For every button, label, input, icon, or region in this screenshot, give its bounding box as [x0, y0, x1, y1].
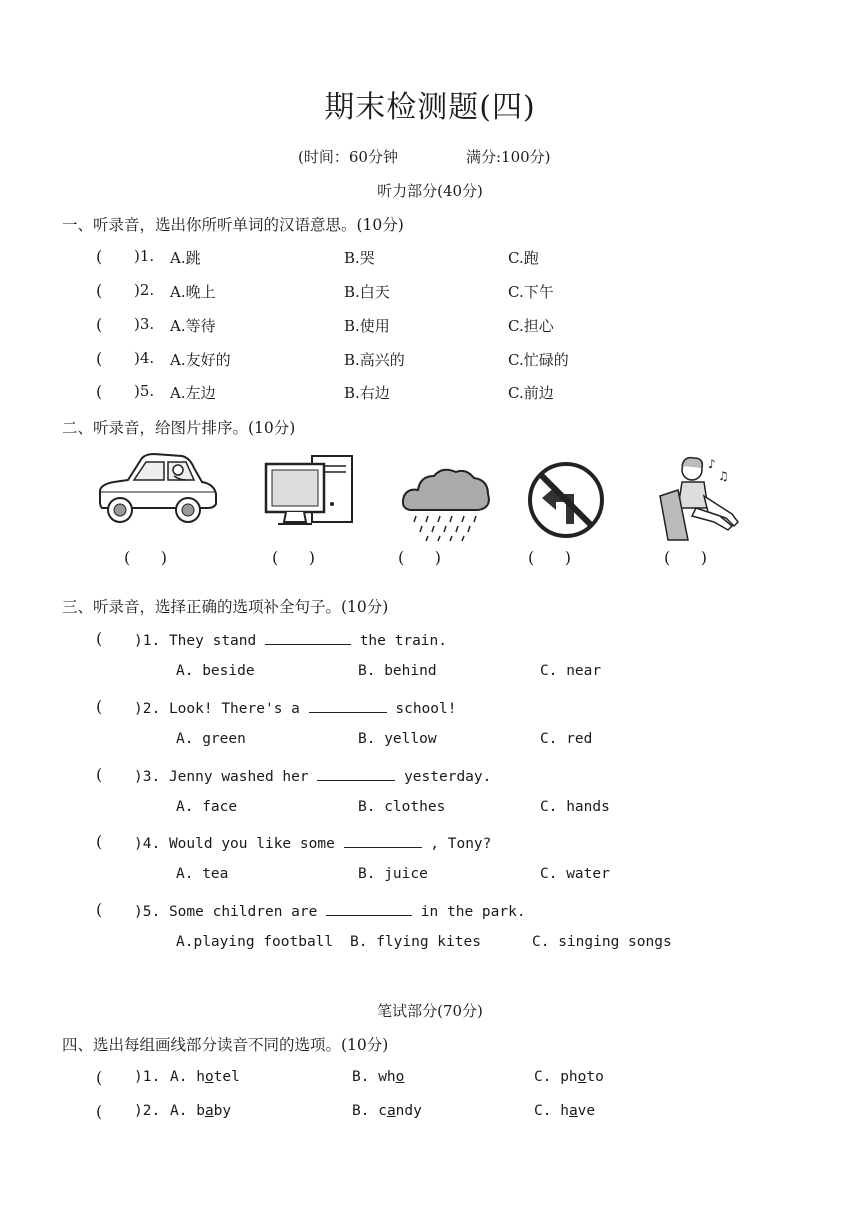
- answer-paren[interactable]: ( ): [664, 548, 707, 567]
- option-label: A.: [170, 1103, 197, 1119]
- computer-icon: [262, 454, 356, 534]
- word-part: ve: [577, 1103, 596, 1119]
- option-a: A. face: [176, 799, 238, 815]
- sentence-end: in the park.: [412, 904, 526, 920]
- option-a: A.友好的: [170, 351, 231, 369]
- no-left-turn-sign-icon: [526, 460, 606, 540]
- page-title: 期末检测题(四): [324, 90, 536, 125]
- question-number: )1.: [134, 633, 161, 649]
- answer-paren[interactable]: ( ): [272, 548, 315, 567]
- option-label: B.: [352, 1103, 379, 1119]
- question-sentence: [134, 901, 526, 920]
- option-b: B. flying kites: [350, 934, 481, 950]
- word-part: by: [213, 1103, 232, 1119]
- option-a: [170, 1103, 231, 1119]
- question-sentence: [134, 698, 456, 717]
- option-a: A. green: [176, 731, 246, 747]
- word-part: h: [196, 1069, 205, 1085]
- option-c: [534, 1103, 595, 1119]
- option-a: A. tea: [176, 866, 229, 882]
- section-3-title: 三、听录音，选择正确的选项补全句子。(10分): [62, 598, 389, 616]
- option-b: B.白天: [344, 283, 390, 301]
- car-icon: [94, 450, 220, 530]
- answer-blank[interactable]: [344, 833, 422, 848]
- option-c: C. singing songs: [532, 934, 672, 950]
- underlined-letter: a: [568, 1103, 578, 1119]
- option-b: B. behind: [358, 663, 437, 679]
- option-c: C. red: [540, 731, 593, 747]
- question-number: )5.: [134, 904, 161, 920]
- sentence-start: They stand: [168, 633, 265, 649]
- option-a: A.晚上: [170, 283, 216, 301]
- option-label: C.: [534, 1069, 561, 1085]
- option-b: B.高兴的: [344, 351, 405, 369]
- question-number: )4.: [134, 836, 161, 852]
- option-b: B.使用: [344, 317, 390, 335]
- option-c: C.前边: [508, 384, 554, 402]
- option-b: [352, 1069, 404, 1085]
- section-4-title: 四、选出每组画线部分读音不同的选项。(10分): [62, 1036, 389, 1054]
- question-number: )2.: [134, 1103, 161, 1119]
- answer-paren[interactable]: (: [96, 382, 103, 401]
- underlined-letter: a: [204, 1103, 214, 1119]
- option-b: B.哭: [344, 249, 375, 267]
- word-part: ndy: [395, 1103, 422, 1119]
- question-sentence: [134, 766, 491, 785]
- option-b: [352, 1103, 422, 1119]
- answer-blank[interactable]: [317, 766, 395, 781]
- answer-paren[interactable]: ( ): [398, 548, 441, 567]
- question-number: )1.: [134, 247, 155, 265]
- option-a: A.跳: [170, 249, 201, 267]
- writing-header: 笔试部分(70分): [377, 1002, 483, 1020]
- svg-text:♪: ♪: [708, 457, 716, 471]
- question-number: )2.: [134, 701, 161, 717]
- answer-paren[interactable]: (: [96, 281, 103, 300]
- option-a: A.左边: [170, 384, 216, 402]
- sentence-start: Jenny washed her: [168, 769, 318, 785]
- option-label: B.: [352, 1069, 379, 1085]
- option-a: A.playing football: [176, 934, 334, 950]
- answer-paren[interactable]: (: [96, 832, 103, 851]
- option-b: B. clothes: [358, 799, 446, 815]
- option-b: B.右边: [344, 384, 390, 402]
- word-part: to: [586, 1069, 604, 1085]
- sentence-end: the train.: [350, 633, 447, 649]
- question-sentence: [134, 630, 447, 649]
- question-number: )1.: [134, 1069, 161, 1085]
- answer-blank[interactable]: [309, 698, 387, 713]
- sentence-start: Look! There's a: [168, 701, 309, 717]
- answer-paren[interactable]: ( ): [124, 548, 167, 567]
- exam-time: (时间：60分钟: [298, 148, 398, 166]
- answer-blank[interactable]: [326, 901, 412, 916]
- answer-paren[interactable]: (: [96, 1102, 103, 1121]
- underlined-letter: o: [577, 1069, 587, 1085]
- underlined-letter: a: [386, 1103, 396, 1119]
- option-a: A.等待: [170, 317, 216, 335]
- sentence-start: Some children are: [168, 904, 327, 920]
- answer-paren[interactable]: (: [96, 629, 103, 648]
- question-number: )5.: [134, 382, 155, 400]
- question-number: )4.: [134, 349, 155, 367]
- option-b: B. yellow: [358, 731, 437, 747]
- option-a: A. beside: [176, 663, 255, 679]
- option-c: [534, 1069, 604, 1085]
- section-1-title: 一、听录音，选出你所听单词的汉语意思。(10分): [62, 216, 404, 234]
- option-c: C. water: [540, 866, 610, 882]
- underlined-letter: o: [395, 1069, 405, 1085]
- rain-cloud-icon: [400, 462, 492, 542]
- question-number: )3.: [134, 769, 161, 785]
- answer-paren[interactable]: (: [96, 349, 103, 368]
- word-part: tel: [213, 1069, 240, 1085]
- option-c: C.下午: [508, 283, 554, 301]
- question-number: )2.: [134, 281, 155, 299]
- section-2-title: 二、听录音，给图片排序。(10分): [62, 419, 296, 437]
- answer-paren[interactable]: (: [96, 765, 103, 784]
- question-number: )3.: [134, 315, 155, 333]
- girl-listening-music-icon: [648, 456, 748, 542]
- answer-paren[interactable]: (: [96, 247, 103, 266]
- option-c: C.忙碌的: [508, 351, 569, 369]
- option-c: C. hands: [540, 799, 610, 815]
- word-part: ph: [560, 1069, 578, 1085]
- word-part: c: [378, 1103, 387, 1119]
- answer-blank[interactable]: [265, 630, 351, 645]
- option-b: B. juice: [358, 866, 428, 882]
- option-a: [170, 1069, 240, 1085]
- listening-header: 听力部分(40分): [377, 182, 483, 200]
- answer-paren[interactable]: (: [96, 900, 103, 919]
- sentence-end: , Tony?: [421, 836, 492, 852]
- word-part: h: [560, 1103, 569, 1119]
- option-c: C.担心: [508, 317, 554, 335]
- underlined-letter: o: [204, 1069, 214, 1085]
- question-sentence: [134, 833, 491, 852]
- option-c: C. near: [540, 663, 602, 679]
- word-part: b: [196, 1103, 205, 1119]
- answer-paren[interactable]: ( ): [528, 548, 571, 567]
- svg-text:♫: ♫: [718, 469, 729, 483]
- sentence-end: school!: [386, 701, 457, 717]
- sentence-start: Would you like some: [168, 836, 344, 852]
- exam-score: 满分:100分): [466, 148, 551, 166]
- sentence-end: yesterday.: [395, 769, 492, 785]
- answer-paren[interactable]: (: [96, 315, 103, 334]
- option-label: A.: [170, 1069, 197, 1085]
- word-part: wh: [378, 1069, 396, 1085]
- option-label: C.: [534, 1103, 561, 1119]
- answer-paren[interactable]: (: [96, 697, 103, 716]
- option-c: C.跑: [508, 249, 539, 267]
- answer-paren[interactable]: (: [96, 1068, 103, 1087]
